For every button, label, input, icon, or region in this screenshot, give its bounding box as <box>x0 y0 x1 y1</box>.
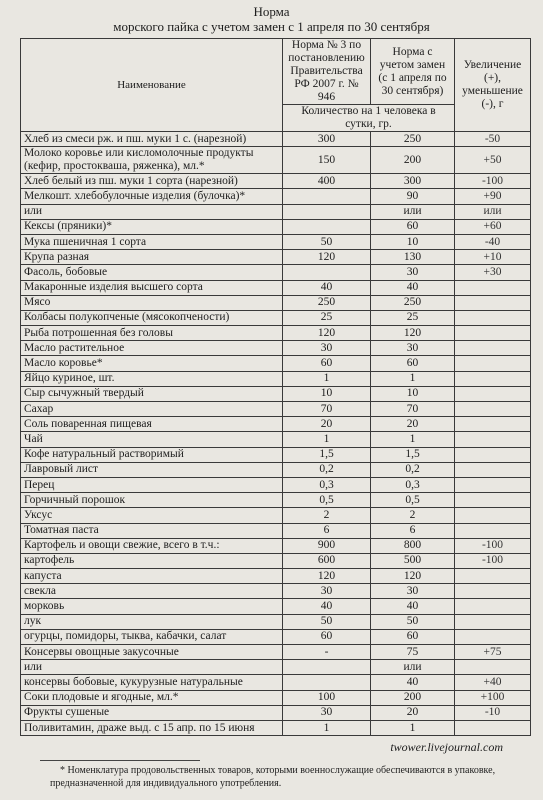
row-norm3-value <box>283 675 371 690</box>
table-row <box>21 705 531 720</box>
row-replaced-value: или <box>371 204 455 219</box>
table-row <box>21 356 531 371</box>
table-row <box>21 174 531 189</box>
row-name: Мелкошт. хлебобулочные изделия (булочка)* <box>21 189 283 204</box>
row-name: Фрукты сушеные <box>21 705 283 720</box>
row-delta-value <box>455 356 531 371</box>
row-replaced-value: 200 <box>371 690 455 705</box>
row-delta-value <box>455 447 531 462</box>
row-delta-value <box>455 462 531 477</box>
row-norm3-value: 10 <box>283 386 371 401</box>
row-replaced-value: 300 <box>371 174 455 189</box>
row-norm3-value: 25 <box>283 310 371 325</box>
row-replaced-value: 6 <box>371 523 455 538</box>
row-norm3-value: 250 <box>283 295 371 310</box>
table-row <box>21 720 531 735</box>
row-delta-value: +10 <box>455 250 531 265</box>
footnote: * Номенклатура продовольственных товаров, которыми военнослужащие обеспечиваются в упаковке, предназначенной для индивидуального употребления. <box>50 765 496 789</box>
table-row <box>21 614 531 629</box>
row-replaced-value: 500 <box>371 553 455 568</box>
row-delta-value <box>455 660 531 675</box>
row-name: Перец <box>21 477 283 492</box>
row-name: Яйцо куриное, шт. <box>21 371 283 386</box>
table-header-row <box>21 39 531 105</box>
row-replaced-value: 10 <box>371 234 455 249</box>
table-row <box>21 204 531 219</box>
row-name: Мясо <box>21 295 283 310</box>
row-name: свекла <box>21 584 283 599</box>
row-delta-value <box>455 386 531 401</box>
table-row <box>21 417 531 432</box>
row-replaced-value: 70 <box>371 402 455 417</box>
table-row <box>21 371 531 386</box>
row-delta-value: +100 <box>455 690 531 705</box>
row-name: Чай <box>21 432 283 447</box>
row-norm3-value: 6 <box>283 523 371 538</box>
row-name: морковь <box>21 599 283 614</box>
row-norm3-value: 50 <box>283 614 371 629</box>
table-row <box>21 280 531 295</box>
row-replaced-value: 40 <box>371 675 455 690</box>
row-delta-value: +40 <box>455 675 531 690</box>
row-delta-value: -50 <box>455 132 531 147</box>
row-replaced-value: 20 <box>371 705 455 720</box>
table-row <box>21 523 531 538</box>
row-replaced-value: 1 <box>371 720 455 735</box>
row-delta-value <box>455 584 531 599</box>
row-name: Поливитамин, драже выд. с 15 апр. по 15 июня <box>21 720 283 735</box>
row-name: Хлеб из смеси рж. и пш. муки 1 с. (нарезной) <box>21 132 283 147</box>
row-replaced-value: 1,5 <box>371 447 455 462</box>
row-norm3-value: 70 <box>283 402 371 417</box>
row-name: Молоко коровье или кисломолочные продукты (кефир, простокваша, ряженка), мл.* <box>21 147 283 174</box>
row-replaced-value: 20 <box>371 417 455 432</box>
row-replaced-value: 30 <box>371 265 455 280</box>
title-line-1: Норма <box>253 4 290 19</box>
row-norm3-value: 30 <box>283 341 371 356</box>
row-delta-value <box>455 417 531 432</box>
row-norm3-value <box>283 660 371 675</box>
table-row <box>21 508 531 523</box>
row-replaced-value: 60 <box>371 356 455 371</box>
row-norm3-value: 60 <box>283 356 371 371</box>
table-row <box>21 132 531 147</box>
row-name: Фасоль, бобовые <box>21 265 283 280</box>
row-norm3-value: 300 <box>283 132 371 147</box>
table-row <box>21 584 531 599</box>
row-name: Крупа разная <box>21 250 283 265</box>
row-delta-value: -100 <box>455 553 531 568</box>
row-delta-value: +50 <box>455 147 531 174</box>
header-norm3: Норма № 3 по постановлению Правительства РФ 2007 г. № 946 <box>283 39 371 105</box>
table-row <box>21 690 531 705</box>
table-row <box>21 219 531 234</box>
row-norm3-value <box>283 265 371 280</box>
row-delta-value <box>455 614 531 629</box>
row-replaced-value: 50 <box>371 614 455 629</box>
row-delta-value <box>455 310 531 325</box>
table-row <box>21 660 531 675</box>
row-replaced-value: 120 <box>371 569 455 584</box>
row-replaced-value: 30 <box>371 341 455 356</box>
row-delta-value <box>455 493 531 508</box>
row-name: консервы бобовые, кукурузные натуральные <box>21 675 283 690</box>
header-norm-replaced: Норма с учетом замен (с 1 апреля по 30 сентября) <box>371 39 455 105</box>
row-replaced-value: 1 <box>371 432 455 447</box>
table-row <box>21 569 531 584</box>
row-name: Уксус <box>21 508 283 523</box>
source-credit: twower.livejournal.com <box>390 740 503 754</box>
row-replaced-value: 60 <box>371 219 455 234</box>
row-delta-value: -100 <box>455 538 531 553</box>
table-row <box>21 645 531 660</box>
table-row <box>21 629 531 644</box>
row-norm3-value: 50 <box>283 234 371 249</box>
row-norm3-value <box>283 204 371 219</box>
row-norm3-value: 100 <box>283 690 371 705</box>
title-line-2: морского пайка с учетом замен с 1 апреля по 30 сентября <box>113 19 430 34</box>
row-name: Консервы овощные закусочные <box>21 645 283 660</box>
row-replaced-value: 0,2 <box>371 462 455 477</box>
row-delta-value: -10 <box>455 705 531 720</box>
row-delta-value <box>455 523 531 538</box>
row-norm3-value: 1 <box>283 720 371 735</box>
row-delta-value: -100 <box>455 174 531 189</box>
row-name: Кофе натуральный растворимый <box>21 447 283 462</box>
row-norm3-value: 1,5 <box>283 447 371 462</box>
table-row <box>21 432 531 447</box>
row-norm3-value: 150 <box>283 147 371 174</box>
row-name: Лавровый лист <box>21 462 283 477</box>
table-row <box>21 553 531 568</box>
row-delta-value <box>455 371 531 386</box>
table-row <box>21 538 531 553</box>
table-row <box>21 675 531 690</box>
row-name: или <box>21 204 283 219</box>
table-row <box>21 234 531 249</box>
row-replaced-value: 90 <box>371 189 455 204</box>
row-replaced-value: 40 <box>371 280 455 295</box>
table-body <box>21 132 531 736</box>
row-norm3-value: 0,3 <box>283 477 371 492</box>
row-delta-value <box>455 629 531 644</box>
table-row <box>21 265 531 280</box>
row-replaced-value: 75 <box>371 645 455 660</box>
row-name: Масло коровье* <box>21 356 283 371</box>
row-replaced-value: 60 <box>371 629 455 644</box>
row-delta-value <box>455 569 531 584</box>
row-replaced-value: 800 <box>371 538 455 553</box>
row-name: или <box>21 660 283 675</box>
row-delta-value <box>455 720 531 735</box>
row-norm3-value: 1 <box>283 432 371 447</box>
ration-table <box>20 38 531 736</box>
row-delta-value <box>455 341 531 356</box>
row-norm3-value: 1 <box>283 371 371 386</box>
row-norm3-value: 0,2 <box>283 462 371 477</box>
row-replaced-value: 200 <box>371 147 455 174</box>
row-name: картофель <box>21 553 283 568</box>
row-replaced-value: 30 <box>371 584 455 599</box>
table-row <box>21 326 531 341</box>
row-delta-value: +75 <box>455 645 531 660</box>
table-row <box>21 189 531 204</box>
table-row <box>21 147 531 174</box>
row-name: Макаронные изделия высшего сорта <box>21 280 283 295</box>
row-replaced-value: 0,3 <box>371 477 455 492</box>
row-name: Соль поваренная пищевая <box>21 417 283 432</box>
row-norm3-value: 600 <box>283 553 371 568</box>
row-delta-value: -40 <box>455 234 531 249</box>
row-norm3-value: 20 <box>283 417 371 432</box>
row-name: Хлеб белый из пш. муки 1 сорта (нарезной) <box>21 174 283 189</box>
row-norm3-value: 0,5 <box>283 493 371 508</box>
row-norm3-value: 120 <box>283 569 371 584</box>
row-delta-value: +30 <box>455 265 531 280</box>
document-title <box>0 4 543 34</box>
row-norm3-value: 40 <box>283 280 371 295</box>
row-norm3-value: 30 <box>283 584 371 599</box>
row-norm3-value: 900 <box>283 538 371 553</box>
row-delta-value: +90 <box>455 189 531 204</box>
table-row <box>21 477 531 492</box>
row-delta-value: или <box>455 204 531 219</box>
table-row <box>21 295 531 310</box>
row-name: Мука пшеничная 1 сорта <box>21 234 283 249</box>
row-norm3-value: 120 <box>283 250 371 265</box>
row-delta-value <box>455 477 531 492</box>
header-name: Наименование <box>21 39 283 132</box>
header-delta: Увеличение (+), уменьшение (-), г <box>455 39 531 132</box>
row-norm3-value: 30 <box>283 705 371 720</box>
row-norm3-value <box>283 189 371 204</box>
row-replaced-value: 2 <box>371 508 455 523</box>
row-name: огурцы, помидоры, тыква, кабачки, салат <box>21 629 283 644</box>
row-norm3-value <box>283 219 371 234</box>
table-row <box>21 310 531 325</box>
row-name: Томатная паста <box>21 523 283 538</box>
row-norm3-value: 400 <box>283 174 371 189</box>
row-name: Горчичный порошок <box>21 493 283 508</box>
row-replaced-value: 1 <box>371 371 455 386</box>
row-replaced-value: 250 <box>371 295 455 310</box>
row-replaced-value: 250 <box>371 132 455 147</box>
row-norm3-value: 120 <box>283 326 371 341</box>
table-row <box>21 462 531 477</box>
row-name: Масло растительное <box>21 341 283 356</box>
table-row <box>21 402 531 417</box>
row-delta-value <box>455 599 531 614</box>
footnote-divider <box>40 760 200 761</box>
row-delta-value <box>455 402 531 417</box>
row-delta-value <box>455 295 531 310</box>
table-row <box>21 386 531 401</box>
row-replaced-value: 40 <box>371 599 455 614</box>
row-norm3-value: 2 <box>283 508 371 523</box>
row-name: Сыр сычужный твердый <box>21 386 283 401</box>
table-row <box>21 493 531 508</box>
row-name: Рыба потрошенная без головы <box>21 326 283 341</box>
row-norm3-value: 60 <box>283 629 371 644</box>
row-norm3-value: 40 <box>283 599 371 614</box>
table-row <box>21 599 531 614</box>
table-row <box>21 447 531 462</box>
row-name: Соки плодовые и ягодные, мл.* <box>21 690 283 705</box>
row-replaced-value: или <box>371 660 455 675</box>
row-delta-value <box>455 432 531 447</box>
row-delta-value <box>455 280 531 295</box>
row-replaced-value: 25 <box>371 310 455 325</box>
table-row <box>21 250 531 265</box>
row-replaced-value: 120 <box>371 326 455 341</box>
row-norm3-value: - <box>283 645 371 660</box>
row-name: капуста <box>21 569 283 584</box>
row-name: Картофель и овощи свежие, всего в т.ч.: <box>21 538 283 553</box>
header-quantity-per-day: Количество на 1 человека в сутки, гр. <box>283 105 455 132</box>
row-replaced-value: 0,5 <box>371 493 455 508</box>
row-delta-value <box>455 326 531 341</box>
row-delta-value <box>455 508 531 523</box>
row-name: Сахар <box>21 402 283 417</box>
row-name: Кексы (пряники)* <box>21 219 283 234</box>
row-delta-value: +60 <box>455 219 531 234</box>
table-row <box>21 341 531 356</box>
row-name: Колбасы полукопченые (мясокопчености) <box>21 310 283 325</box>
row-name: лук <box>21 614 283 629</box>
row-replaced-value: 10 <box>371 386 455 401</box>
row-replaced-value: 130 <box>371 250 455 265</box>
